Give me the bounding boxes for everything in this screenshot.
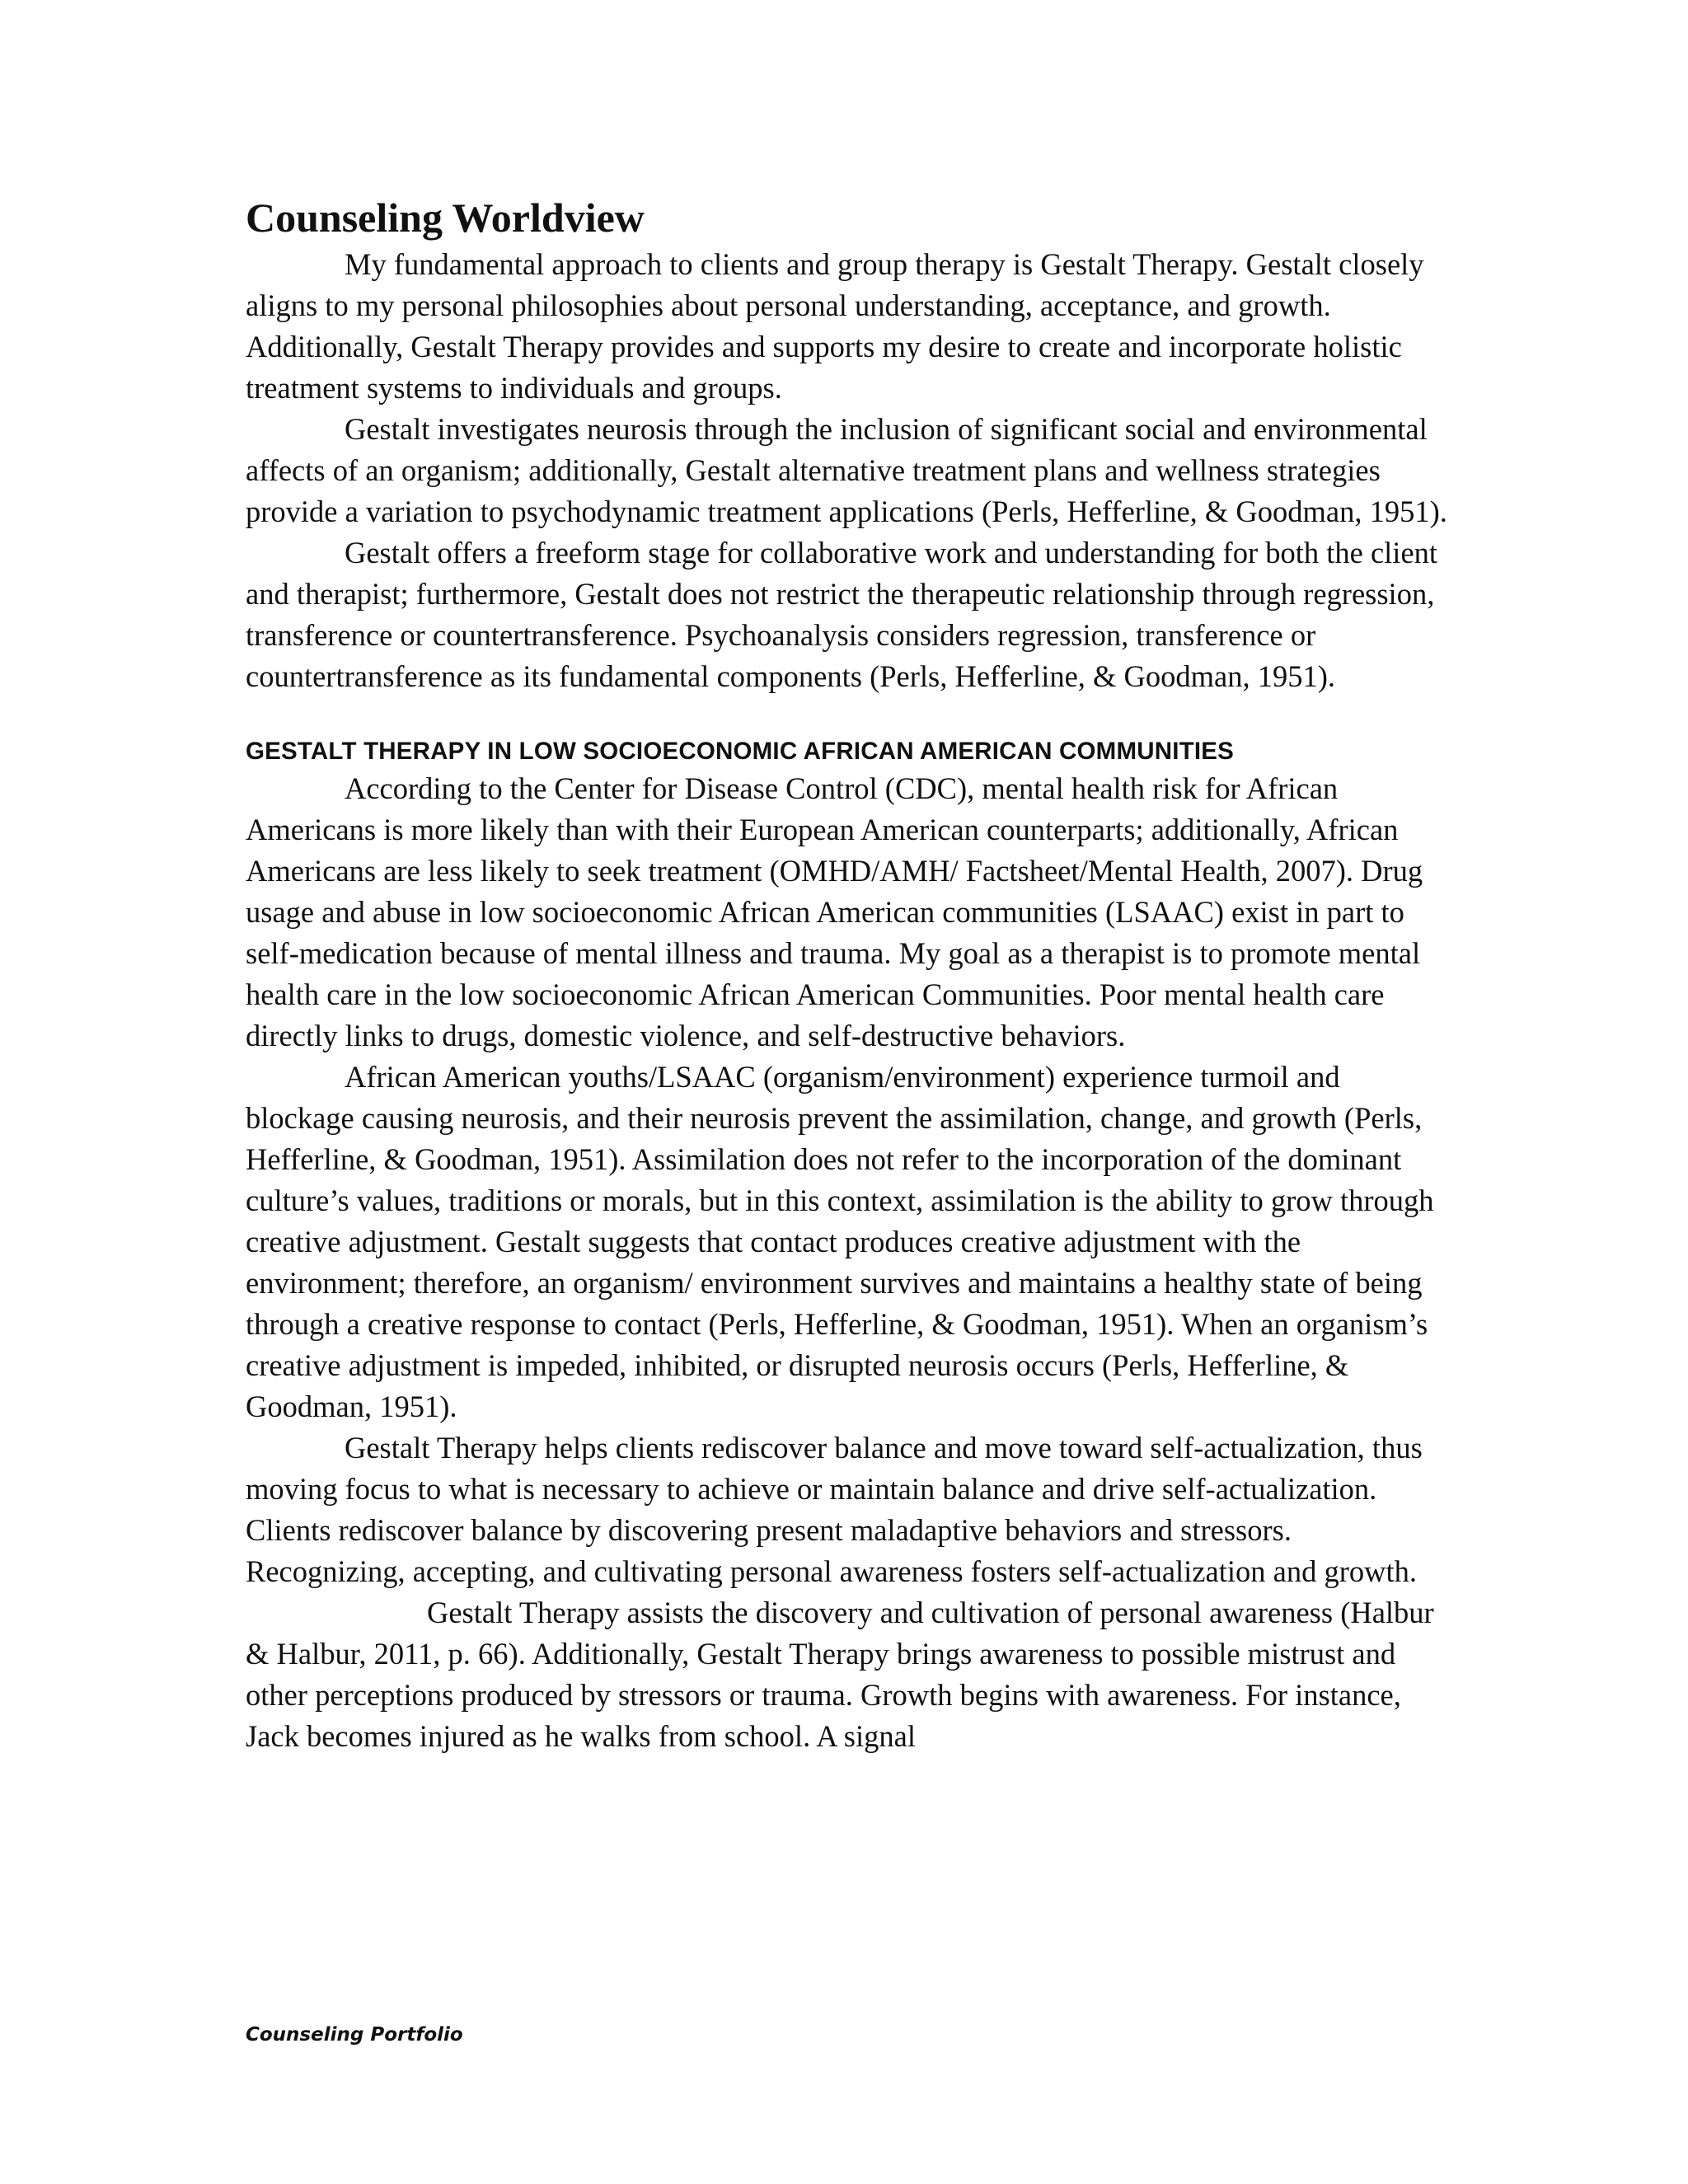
paragraph-intro-2: Gestalt investigates neurosis through the inclusion of significant social and environmental affects of an organism; additionally, Gestalt alternative treatment plans and wellness strategies provide a variation to psychodynamic treatment applications (Perls, Hefferline, & Goodman, 1951). (246, 412, 1447, 528)
section-heading: GESTALT THERAPY IN LOW SOCIOECONOMIC AFRICAN AMERICAN COMMUNITIES (246, 738, 1234, 765)
page-title: Counseling Worldview (246, 194, 645, 241)
page-footer: Counseling Portfolio (246, 2024, 463, 2046)
paragraph-section-4: Gestalt Therapy assists the discovery and cultivation of personal awareness (Halbur & Halbur, 2011, p. 66). Additionally, Gestalt Therapy brings awareness to possible mistrust and other perceptions produced by stressors or trauma. Growth begins with awareness. For instance, Jack becomes injured as he walks from school. A signal (246, 1596, 1434, 1753)
paragraph-section-2: African American youths/LSAAC (organism/environment) experience turmoil and blockage causing neurosis, and their neurosis prevent the assimilation, change, and growth (Perls, Hefferline, & Goodman, 1951). Assimilation does not refer to the incorporation of the dominant culture’s values, traditions or morals, but in this context, assimilation is the ability to grow through creative adjustment. Gestalt suggests that contact produces creative adjustment with the environment; therefore, an organism/ environment survives and maintains a healthy state of being through a creative response to contact (Perls, Hefferline, & Goodman, 1951). When an organism’s creative adjustment is impeded, inhibited, or disrupted neurosis occurs (Perls, Hefferline, & Goodman, 1951). (246, 1060, 1434, 1423)
document-body (246, 191, 1449, 1757)
paragraph-section-1: According to the Center for Disease Control (CDC), mental health risk for African Americans is more likely than with their European American counterparts; additionally, African Americans are less likely to seek treatment (OMHD/AMH/ Factsheet/Mental Health, 2007). Drug usage and abuse in low socioeconomic African American communities (LSAAC) exist in part to self-medication because of mental illness and trauma. My goal as a therapist is to promote mental health care in the low socioeconomic African American Communities. Poor mental health care directly links to drugs, domestic violence, and self-destructive behaviors. (246, 771, 1423, 1052)
paragraph-section-3: Gestalt Therapy helps clients rediscover balance and move toward self-actualization, thus moving focus to what is necessary to achieve or maintain balance and drive self-actualization. Clients rediscover balance by discovering present maladaptive behaviors and stressors. Recognizing, accepting, and cultivating personal awareness fosters self-actualization and growth. (246, 1431, 1423, 1588)
paragraph-intro-1: My fundamental approach to clients and group therapy is Gestalt Therapy. Gestalt closely aligns to my personal philosophies about personal understanding, acceptance, and growth. Additionally, Gestalt Therapy provides and supports my desire to create and incorporate holistic treatment systems to individuals and groups. (246, 247, 1424, 405)
paragraph-intro-3: Gestalt offers a freeform stage for collaborative work and understanding for both the client and therapist; furthermore, Gestalt does not restrict the therapeutic relationship through regression, transference or countertransference. Psychoanalysis considers regression, transference or countertransference as its fundamental components (Perls, Hefferline, & Goodman, 1951). (246, 536, 1438, 693)
